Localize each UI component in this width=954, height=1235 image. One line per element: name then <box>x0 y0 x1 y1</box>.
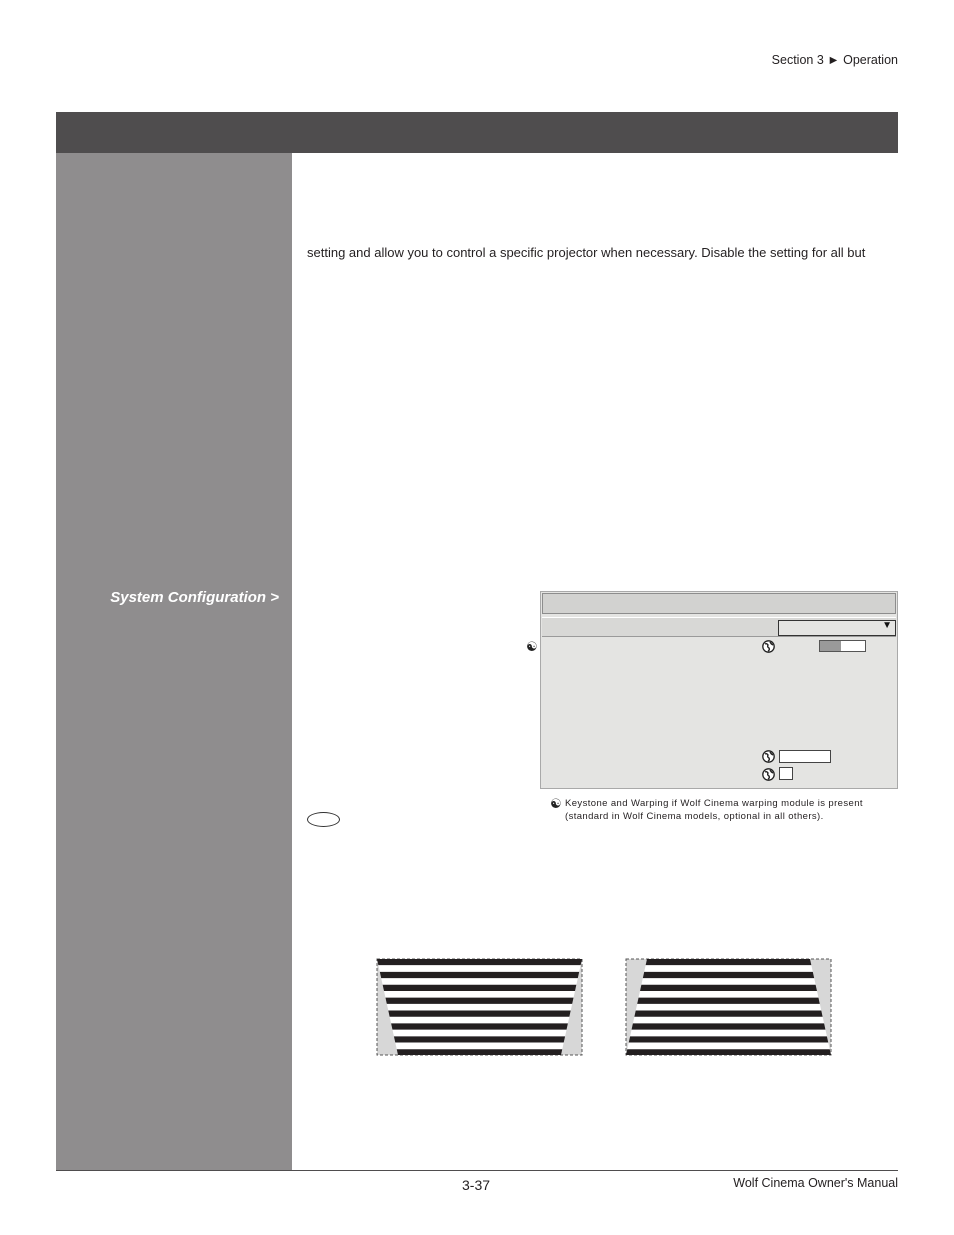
menu-checkbox[interactable] <box>779 767 793 780</box>
stripe <box>626 1049 831 1055</box>
stripe <box>391 1023 568 1029</box>
manual-title: Wolf Cinema Owner's Manual <box>733 1176 898 1190</box>
note-icon <box>307 812 340 827</box>
menu-slider[interactable] <box>819 640 866 652</box>
globe-icon <box>762 750 775 768</box>
stripe <box>632 1023 826 1029</box>
slider-fill <box>820 641 841 651</box>
stripe <box>377 959 582 965</box>
keystone-diagram-wide-bottom <box>619 955 839 1060</box>
stripe <box>640 985 817 991</box>
body-paragraph: setting and allow you to control a specific projector when necessary. Disable the setting for all but <box>307 245 866 260</box>
yin-yang-icon: ☯ <box>550 796 563 811</box>
globe-icon <box>762 768 775 786</box>
stripe-group <box>626 959 831 1055</box>
stripe <box>629 1036 829 1042</box>
globe-icon <box>762 640 775 658</box>
menu-text-field[interactable] <box>779 750 831 763</box>
sidebar-menu-path: System Configuration > <box>110 589 279 606</box>
stripe <box>388 1011 570 1017</box>
stripe <box>637 998 820 1004</box>
stripe <box>394 1036 565 1042</box>
chevron-down-icon: ▼ <box>882 620 892 631</box>
footnote-text: Keystone and Warping if Wolf Cinema warping module is present (standard in Wolf Cinema models, optional in all others). <box>565 798 863 822</box>
menu-dropdown[interactable] <box>778 620 896 636</box>
stripe <box>634 1011 822 1017</box>
sidebar <box>56 153 292 1170</box>
page-number: 3-37 <box>462 1177 491 1193</box>
stripe <box>643 972 814 978</box>
stripe <box>646 959 812 965</box>
footnote <box>550 796 895 822</box>
footer-rule <box>56 1170 898 1171</box>
keystone-diagram-wide-top <box>370 955 590 1060</box>
section-header: Section 3 ► Operation <box>771 53 898 67</box>
stripe <box>385 998 573 1004</box>
title-bar <box>56 112 898 153</box>
stripe <box>397 1049 563 1055</box>
stripe <box>380 972 579 978</box>
menu-title-bar <box>542 593 896 614</box>
yin-yang-icon: ☯ <box>526 639 538 654</box>
stripe <box>383 985 577 991</box>
stripe-group <box>377 959 582 1055</box>
